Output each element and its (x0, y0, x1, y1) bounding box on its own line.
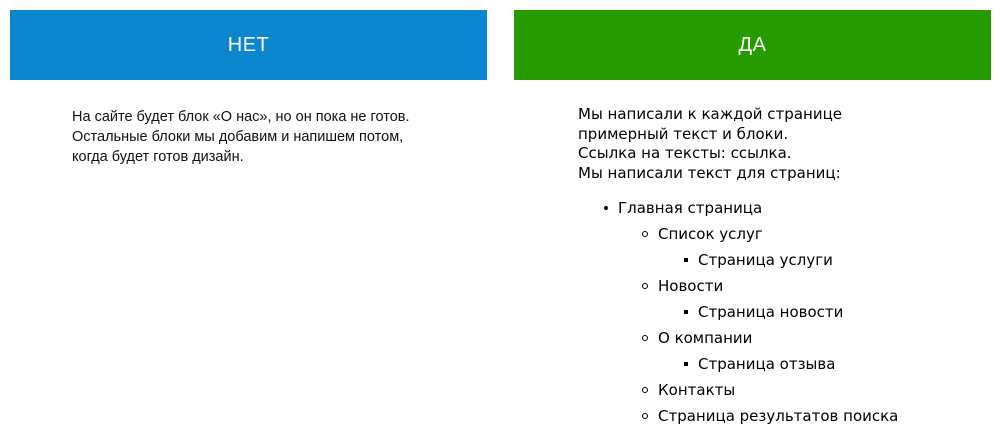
yes-intro (578, 105, 978, 183)
site-map-label: Страница новости (698, 303, 844, 321)
yes-intro-line: Ссылка на тексты: ссылка. (578, 144, 792, 162)
site-map-label: Новости (658, 277, 724, 295)
yes-intro-line: Мы написали к каждой странице (578, 105, 843, 123)
yes-intro-line: Мы написали текст для страниц: (578, 163, 841, 182)
circle-bullet-icon (642, 377, 648, 403)
site-map-sublist (658, 299, 978, 325)
circle-bullet-icon (642, 403, 648, 429)
site-map-sublist (618, 221, 978, 429)
site-map-sublist (658, 247, 978, 273)
site-map-item-contacts (618, 377, 978, 403)
site-map-item-home (578, 195, 978, 429)
square-bullet-icon (684, 299, 688, 325)
yes-panel-content (578, 105, 978, 429)
site-map-item-review-page (658, 351, 978, 377)
site-map-item-news (618, 273, 978, 325)
site-map-list (578, 195, 978, 429)
circle-bullet-icon (642, 325, 648, 351)
site-map-sublist (658, 351, 978, 377)
site-map-item-services (618, 221, 978, 273)
no-panel-header (10, 10, 487, 80)
circle-bullet-icon (642, 273, 648, 299)
no-panel-text: На сайте будет блок «О нас», но он пока не готов. Остальные блоки мы добавим и напишем потом, когда будет готов дизайн. (72, 109, 410, 165)
square-bullet-icon (684, 351, 688, 377)
square-bullet-icon (684, 247, 688, 273)
site-map-label: Список услуг (658, 225, 763, 243)
circle-bullet-icon (642, 221, 648, 247)
site-map-item-search-results (618, 403, 978, 429)
site-map-label: Контакты (658, 381, 736, 399)
yes-panel-header (514, 10, 991, 80)
site-map-item-service-page (658, 247, 978, 273)
disc-bullet-icon (604, 195, 608, 221)
site-map-label: Страница отзыва (698, 355, 836, 373)
no-panel-title: НЕТ (227, 33, 270, 56)
site-map-label: Главная страница (618, 199, 763, 217)
site-map-label: О компании (658, 329, 753, 347)
yes-panel-title: ДА (738, 33, 767, 56)
site-map-label: Страница услуги (698, 251, 833, 269)
site-map-item-about (618, 325, 978, 377)
site-map-item-news-page (658, 299, 978, 325)
site-map-label: Страница результатов поиска (658, 407, 899, 425)
yes-intro-line: примерный текст и блоки. (578, 124, 789, 143)
